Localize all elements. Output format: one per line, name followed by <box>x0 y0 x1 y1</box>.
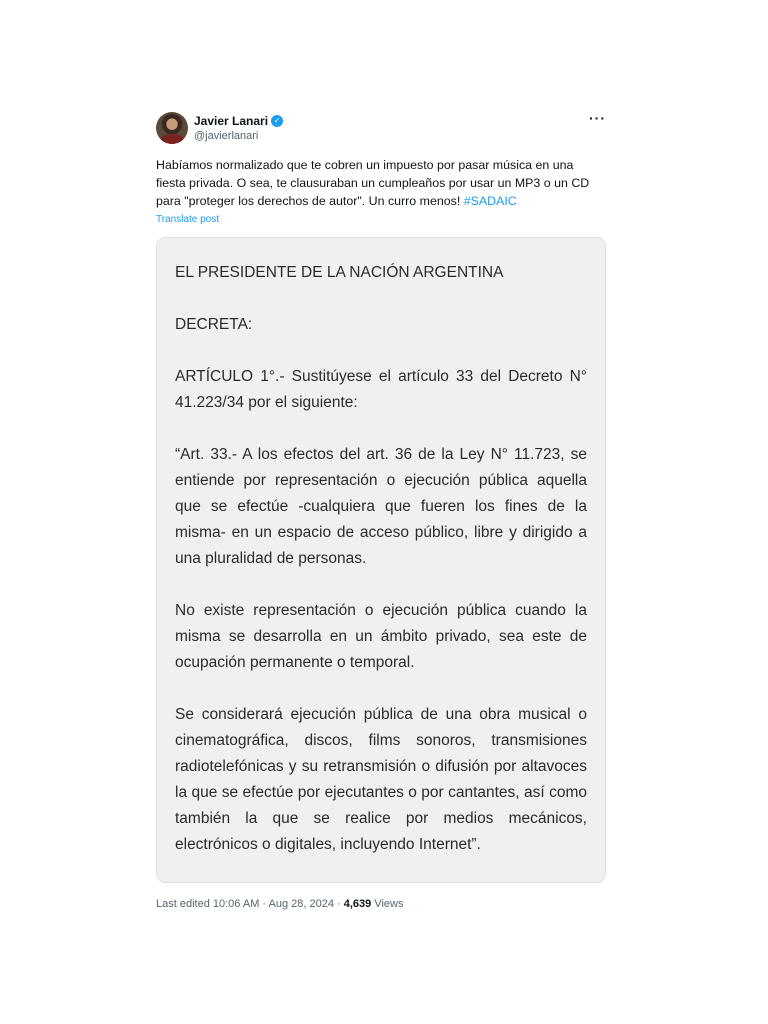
views-count: 4,639 <box>343 898 372 910</box>
image-paragraph-private: No existe representación o ejecución pública cuando la misma se desarrolla en un ámbito privado, sea este de ocupación permanente o temporal. <box>175 602 587 671</box>
translate-post-link[interactable]: Translate post <box>156 214 219 225</box>
post-meta <box>156 898 606 910</box>
image-paragraph-art33: “Art. 33.- A los efectos del art. 36 de la Ley N° 11.723, se entiende por representación o ejecución pública aquella que se efectúe -cualquiera que fueren los fines de la misma- en un espacio de acceso público, libre y dirigido a una pluralidad de personas. <box>175 446 587 567</box>
image-paragraph-public: Se considerará ejecución pública de una obra musical o cinematográfica, discos, films sonoros, transmisiones radiotelefónicas y su retransmisión o difusión por altavoces la que se efectúe por ejecutantes o por cantantes, así como también la que se realice por medios mecánicos, electrónicos o digitales, incluyendo Internet”. <box>175 706 587 853</box>
post-text <box>156 156 606 229</box>
hashtag-link[interactable]: #SADAIC <box>463 194 517 208</box>
more-options-icon[interactable]: ··· <box>589 110 606 126</box>
tweet <box>156 110 606 910</box>
tweet-header <box>156 110 606 146</box>
avatar-shirt <box>160 134 184 144</box>
views-label: Views <box>371 898 404 910</box>
image-line-decreta: DECRETA: <box>175 316 253 333</box>
image-paragraph-article: ARTÍCULO 1°.- Sustitúyese el artículo 33 del Decreto N° 41.223/34 por el siguiente: <box>175 368 587 411</box>
post-body: Habíamos normalizado que te cobren un impuesto por pasar música en una fiesta privada. O sea, te clausuraban un cumpleaños por usar un MP3 o un CD para "proteger los derechos de autor". Un curro menos! <box>156 158 590 208</box>
name-row <box>194 114 283 128</box>
image-line-title: EL PRESIDENTE DE LA NACIÓN ARGENTINA <box>175 264 504 281</box>
edited-timestamp[interactable]: Last edited 10:06 AM · Aug 28, 2024 · <box>156 898 344 910</box>
author-name[interactable]: Javier Lanari <box>194 114 269 128</box>
author-info <box>194 114 283 142</box>
verified-badge-icon: ✓ <box>271 115 283 127</box>
avatar[interactable] <box>156 112 188 144</box>
author-handle[interactable]: @javierlanari <box>194 130 259 142</box>
post-image[interactable] <box>156 237 606 883</box>
